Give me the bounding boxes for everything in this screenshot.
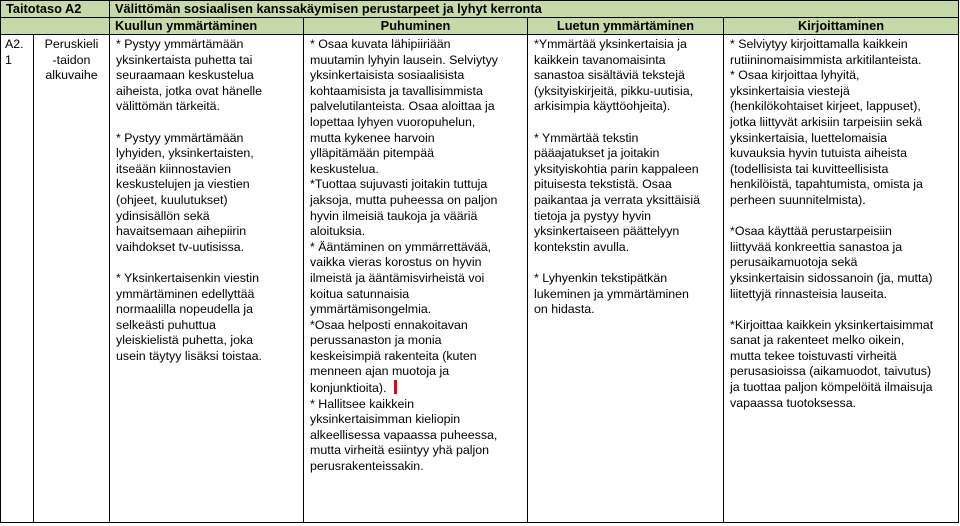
reading-cell <box>528 35 724 523</box>
speaking-paragraph: * Hallitsee kaikkein yksinkertaisimman kieliopin alkeellisessa vapaassa puheessa, mutta virheitä esiintyy yhä paljon perusrakenteissakin. <box>310 396 498 474</box>
level-number <box>1 35 34 523</box>
reading-paragraph: * Lyhyenkin tekstipätkän lukeminen ja ymmärtäminen on hidasta. <box>534 270 689 317</box>
listening-paragraph: * Pystyy ymmärtämään yksinkertaista puhetta tai seuraamaan keskustelua aiheista, jotka ovat hänelle välittömän tärkeitä. <box>116 37 263 114</box>
speaking-paragraph-text: * Ääntäminen on ymmärrettävää, vaikka vieras korostus on hyvin ilmeistä ja ääntämisvirheistä voi koitua satunnaisia ymmärtämisongelmia. *Osaa helposti ennakoitavan perussanaston ja monia keskeisimpiä rakenteita (kuten menneen ajan muotoja ja konjunktioita). <box>310 239 492 396</box>
level-category <box>34 35 110 523</box>
level-row <box>1 35 959 523</box>
level-category-text: Peruskieli -taidon alkuvaihe <box>44 37 99 83</box>
listening-cell <box>110 35 304 523</box>
level-number-text: A2. 1 <box>5 37 24 67</box>
writing-paragraph: *Osaa käyttää perustarpeisiin liittyvää konkreettia sanastoa ja perusaikamuotoja sekä yksinkertaisin sidossanoin (ja, mutta) liitettyjä rinnasteisia lauseita. <box>730 224 933 301</box>
header-row <box>1 1 959 18</box>
speaking-paragraph: *Tuottaa sujuvasti joitakin tuttuja jaksoja, mutta puheessa on paljon hyvin ilmeisiä taukoja ja vääriä aloituksia. <box>310 177 498 239</box>
reading-paragraph: *Ymmärtää yksinkertaisia ja kaikkein tavanomaisinta sanastoa sisältäviä tekstejä (yksityiskirjeitä, pikku-uutisia, arkisimpia käyttöohjeita). <box>534 37 694 114</box>
listening-paragraph: * Yksinkertaisenkin viestin ymmärtäminen edellyttää normaalilla nopeudella ja selkeästi puhuttua yleiskielistä puhetta, joka usein täytyy lisäksi toistaa. <box>116 270 262 363</box>
writing-paragraph: * Osaa kirjoittaa lyhyitä, yksinkertaisia viestejä (henkilökohtaiset kirjeet, lappuset), jotka liittyvät arkisiin tarpeisiin sekä yksinkertaisia, luettelomaisia kuvauksia hyvin tutuista aiheista (todellisista tai kuvitteellisista henkilöistä, tapahtumista, omista ja perheen suunnitelmista). <box>730 68 923 207</box>
level-title: Välittömän sosiaalisen kanssakäymisen perustarpeet ja lyhyt kerronta <box>110 1 959 18</box>
level-code: Taitotaso A2 <box>1 1 110 18</box>
column-header-row <box>1 18 959 35</box>
empty-header-cell <box>1 18 110 35</box>
text-cursor-marker <box>394 380 397 394</box>
reading-paragraph: * Ymmärtää tekstin pääajatukset ja joitakin yksityiskohtia parin kappaleen pituisesta tekstistä. Osaa paikantaa ja verrata yksittäisiä tietoja ja pystyy hyvin yksinkertaiseen päättelyyn kontekstin avulla. <box>534 130 700 254</box>
speaking-paragraph <box>310 240 521 397</box>
column-header-reading: Luetun ymmärtäminen <box>528 18 724 35</box>
column-header-listening: Kuullun ymmärtäminen <box>110 18 304 35</box>
writing-cell <box>724 35 959 523</box>
column-header-writing: Kirjoittaminen <box>724 18 959 35</box>
speaking-cell <box>304 35 528 523</box>
listening-paragraph: * Pystyy ymmärtämään lyhyiden, yksinkertaisten, itseään kiinnostavien keskustelujen ja viestien (ohjeet, kuulutukset) ydinsisällön sekä havaitsemaan aihepiirin vaihdokset tv-uutisissa. <box>116 130 254 254</box>
speaking-paragraph: * Osaa kuvata lähipiiriään muutamin lyhyin lausein. Selviytyy yksinkertaisista sosiaalisista kohtaamisista ja tavallisimmista palvelutilanteista. Osaa aloittaa ja lopettaa lyhyen vuoropuhelun, mutta kykenee harvoin ylläpitämään pitempää keskustelua. <box>310 37 499 176</box>
writing-paragraph: * Selviytyy kirjoittamalla kaikkein rutiininomaisimmista arkitilanteista. <box>730 37 922 67</box>
writing-paragraph: *Kirjoittaa kaikkein yksinkertaisimmat sanat ja rakenteet melko oikein, mutta tekee toistuvasti virheitä perusasioissa (aikamuodot, taivutus) ja tuottaa paljon kömpelöitä ilmaisuja vapaassa tuotoksessa. <box>730 317 934 410</box>
column-header-speaking: Puhuminen <box>304 18 528 35</box>
